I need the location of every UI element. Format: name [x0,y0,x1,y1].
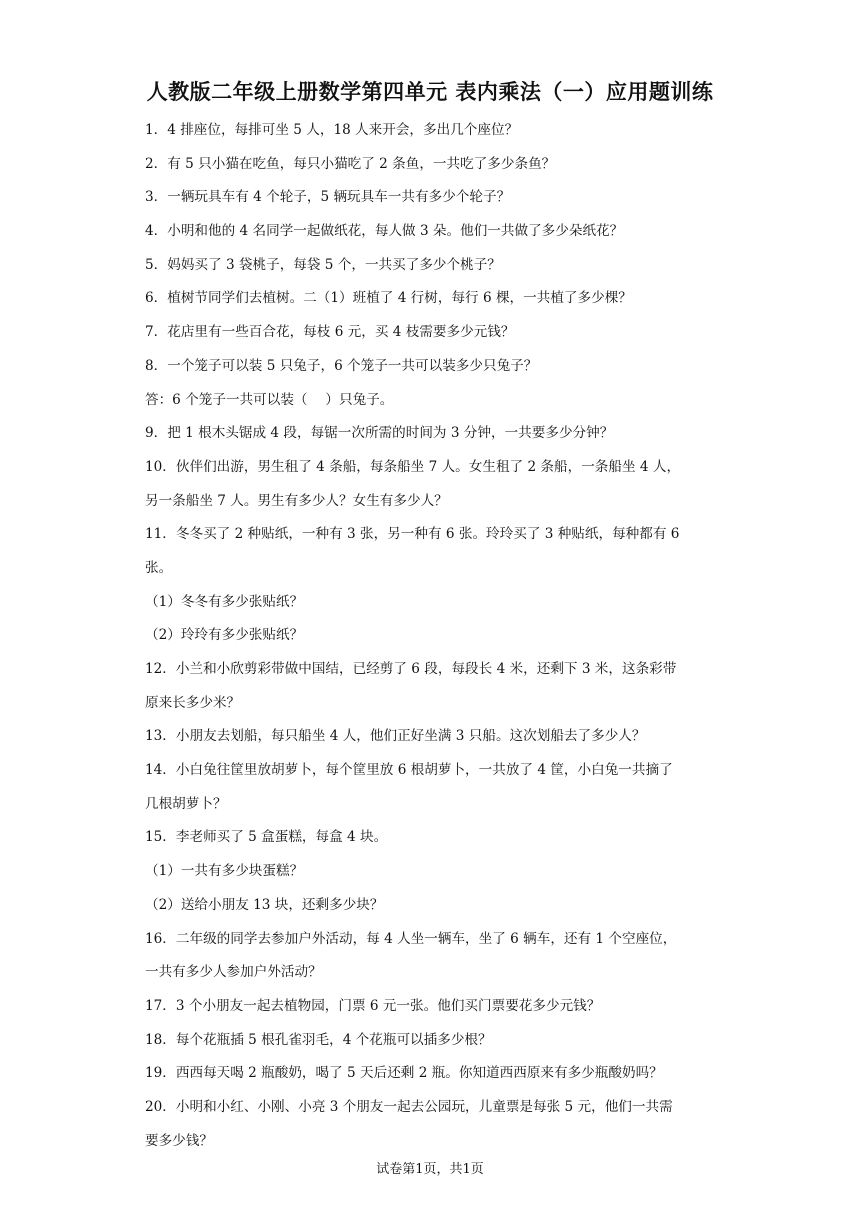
question-line: 20．小明和小红、小刚、小亮 3 个朋友一起去公园玩，儿童票是每张 5 元，他们一共需 [145,1098,673,1115]
question-line: （1）一共有多少块蛋糕？ [145,863,304,880]
question-line: 12．小兰和小欣剪彩带做中国结，已经剪了 6 段，每段长 4 米，还剩下 3 米，这条彩带 [145,661,677,677]
question-line: 3．一辆玩具车有 4 个轮子，5 辆玩具车一共有多少个轮子？ [145,189,511,206]
question-line: 18．每个花瓶插 5 根孔雀羽毛，4 个花瓶可以插多少根？ [145,1031,492,1048]
question-line: （2）送给小朋友 13 块，还剩多少块？ [145,896,384,913]
question-line: 14．小白兔往筐里放胡萝卜，每个筐里放 6 根胡萝卜，一共放了 4 筐，小白兔一共摘了 [145,762,673,779]
question-line: 6．植树节同学们去植树。二（1）班植了 4 行树，每行 6 棵，一共植了多少棵？ [145,290,632,307]
question-line: 几根胡萝卜？ [145,795,227,812]
question-line: 4．小明和他的 4 名同学一起做纸花，每人做 3 朵。他们一共做了多少朵纸花？ [145,223,624,240]
page-footer: 试卷第1页，共1页 [376,1162,484,1177]
question-line: 原来长多少米？ [145,694,241,711]
question-line: 10．伙伴们出游，男生租了 4 条船，每条船坐 7 人。女生租了 2 条船，一条船坐 4 人， [145,458,681,475]
question-line: 16．二年级的同学去参加户外活动，每 4 人坐一辆车，坐了 6 辆车，还有 1 个空座位， [145,930,677,947]
question-line: 11．冬冬买了 2 种贴纸，一种有 3 张，另一种有 6 张。玲玲买了 3 种贴纸，每种都有 6 [145,526,680,543]
question-line: 一共有多少人参加户外活动？ [145,964,322,981]
question-line: 1．4 排座位，每排可坐 5 人，18 人来开会，多出几个座位？ [145,122,519,138]
question-line: 17．3 个小朋友一起去植物园，门票 6 元一张。他们买门票要花多少元钱？ [145,997,601,1014]
question-line: 另一条船坐 7 人。男生有多少人？女生有多少人？ [145,492,448,509]
question-line: 2．有 5 只小猫在吃鱼，每只小猫吃了 2 条鱼，一共吃了多少条鱼？ [145,155,556,172]
question-line: 8．一个笼子可以装 5 只兔子，6 个笼子一共可以装多少只兔子？ [145,357,538,374]
question-line: 要多少钱？ [145,1132,213,1149]
question-line: （2）玲玲有多少张贴纸？ [145,627,304,644]
question-line: 7．花店里有一些百合花，每枝 6 元，买 4 枝需要多少元钱？ [145,324,515,341]
question-line: 答：6 个笼子一共可以装（ ）只兔子。 [145,391,394,408]
page-title: 人教版二年级上册数学第四单元 表内乘法（一）应用题训练 [146,80,714,104]
question-line: （1）冬冬有多少张贴纸？ [145,593,304,610]
question-line: 5．妈妈买了 3 袋桃子，每袋 5 个，一共买了多少个桃子？ [145,256,501,273]
question-line: 张。 [145,559,173,576]
question-line: 13．小朋友去划船，每只船坐 4 人，他们正好坐满 3 只船。这次划船去了多少人？ [145,728,646,745]
question-line: 9．把 1 根木头锯成 4 段，每锯一次所需的时间为 3 分钟，一共要多少分钟？ [145,425,614,442]
question-line: 19．西西每天喝 2 瓶酸奶，喝了 5 天后还剩 2 瓶。你知道西西原来有多少瓶酸奶吗？ [145,1065,663,1082]
question-list [145,114,720,1158]
question-line: 15．李老师买了 5 盒蛋糕，每盒 4 块。 [145,829,388,846]
